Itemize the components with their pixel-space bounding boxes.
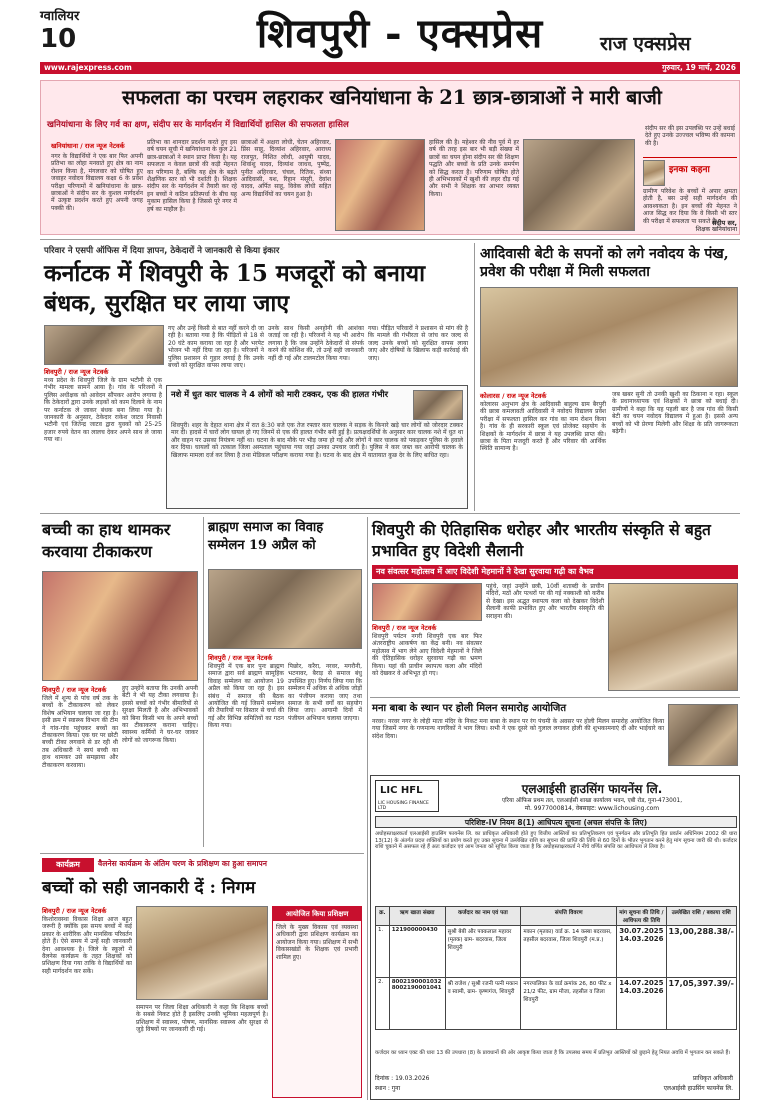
heritage-strip: नव संवत्सर महोत्सव में आए विदेशी मेहमानों ने देखा सुरवाया गढ़ी का वैभव [372,565,738,579]
quote-title: इनका कहना [669,165,710,175]
lead-body-col1: नगर के विद्यार्थियों ने एक बार फिर अपनी प्रतिभा का लोहा मनवाते हुए क्षेत्र का नाम रोशन किया है, मंगलवार को घोषित हुए जवाहर नवोदय विद्यालय कक्षा 6 के प्रवेश परीक्षा परिणामों में खनियांधाना के छात्र-छात्राओं ने संदीप सर के कुशल मार्गदर्शन में उत्कृष्ट प्रदर्शन करते हुए अपनी जगह पक्की की। [51,153,143,212]
lead-subhead: खनियांधाना के लिए गर्व का क्षण, संदीप सर के मार्गदर्शन में विद्यार्थियों हासिल की सफलता हासिल [47,120,349,130]
karyakram-body-col2: समापन पर जिला शिक्षा अधिकारी ने कहा कि शिक्षक बच्चों के सबसे निकट होते हैं इसलिए उनकी भूमिका महत्वपूर्ण है। प्रशिक्षण में स्वास्थ्य, पोषण, मानसिक स्वास्थ्य और सुरक्षा से जुड़े विषयों पर जानकारी दी गई। [136,1004,268,1034]
issue-date: गुरुवार, 19 मार्च, 2026 [662,63,736,72]
heritage-story [370,517,740,692]
lic-cell-sr: 2. [376,978,390,1030]
masthead [0,0,778,70]
lic-cell-dates [617,926,666,978]
karyakram-byline: शिवपुरी / राज न्यूज नेटवर्क [42,907,107,915]
lic-cell-amount: 13,00,288.38/- [666,926,736,978]
karnataka-body-col1: मध्य प्रदेश के शिवपुरी जिले के ग्राम भटौनी से एक गंभीर मामला सामने आया है। गांव के परिजनों ने पुलिस अधीक्षक को आवेदन सौंपकर आरोप लगाया है कि ठेकेदारों द्वारा उनके लड़कों को काम दिलाने के नाम पर कर्नाटक ले जाकर बंधक बना लिया गया है। जानकारी के अनुसार, ठेकेदार राकेश जाटव निवासी भटौनी एवं जितेन्द्र जाटव द्वारा युवकों को 25-25 हजार रुपये वेतन का लालच देकर अपने साथ ले जाया गया था। [44,377,162,444]
lead-byline: खनियांधाना / राज न्यूज नेटवर्क [51,142,125,150]
karnataka-kicker: परिवार ने एसपी ऑफिस में दिया ज्ञापन, ठेकेदारों ने जानकारी से किया इंकार [44,246,280,256]
lead-body-col3: छात्राओं में अक्षरा लोधी, चेतन अहिरवार, प्रिंस साहू, दिव्यांश अहिरवार, आराध्य राजपूत, निशित लोधी, आयुषी यादव, शिवांशु यादव, दिव्यांश जाधव, पुष्पेंद्र, पुनीत अहिरवार, चंचल, रितिक, संध्या आदिवासी, यश, रिहान मंसूरी, देवांश यादव, अर्पित साहू, विवेक लोधी सहित अन्य विद्यार्थियों का चयन हुआ है। [241,139,331,198]
lic-table-header [376,907,737,926]
karnataka-photo [44,325,164,365]
lic-table-wrap [375,906,737,1046]
karyakram-photo [136,906,268,1000]
baba-story [370,697,740,769]
karyakram-story [40,853,364,1100]
lic-col-property: संपत्ति विवरण [521,907,617,926]
tika-byline: शिवपुरी / राज न्यूज नेटवर्क [42,686,107,694]
lic-intro: अधोहस्ताक्षरकर्ता एलआईसी हाउसिंग फायनेंस लि. का प्राधिकृत अधिकारी होते हुए वित्तीय आस्तियों का प्रतिभूतिकरण एवं पुनर्गठन और प्रतिभूति हित प्रवर्तन अधिनियम 2002 की धारा 13(12) के अंतर्गत प्रदत्त शक्तियों का प्रयोग करते हुए उक्त सूचना में उल्लेखित राशि का सूचना की प्राप्ति की तिथि से 60 दिनों के भीतर भुगतान करने हेतु मांग सूचना जारी की थी। कर्जदार राशि चुकाने में असफल रहे हैं अतः कर्जदार एवं आम जनता को सूचित किया जाता है कि अधोहस्ताक्षरकर्ता ने नीचे वर्णित संपत्ति का आधिपत्य ले लिया है। [375,831,737,850]
lic-sign-place [375,1084,400,1092]
karnataka-body-col4: गया। पीड़ित परिवारों ने प्रशासन से मांग की है कि मामले की गंभीरता से जांच कर जल्द से जल्द उनके बच्चों को सुरक्षित वापस लाया जाए और दोषियों के खिलाफ कड़ी कार्रवाई की जाए। [368,325,468,362]
table-row [376,926,737,978]
lic-cell-dates [617,978,666,1030]
lic-logo-text: LIC HFL [380,785,423,796]
brahman-body-col2: पिछोर, करैरा, नरवर, मगरौनी, भटनावर, बैराड़ से समाज बंधु उपस्थित हुए। निर्णय लिया गया कि सम्मेलन में अधिक से अधिक जोड़ों का पंजीयन कराया जाए तथा समाज के सभी वर्गों का सहयोग लिया जाए। आगामी दिनों में पंजीयन अभियान चलाया जाएगा। [288,663,362,722]
divider [40,513,740,514]
karnataka-body-col2: गए और उन्हें किसी से बात नहीं करने दी जा रही है। बताया गया है कि पीड़ितों से 18 से 20 घंटे काम कराया जा रहा है और भरपेट भोजन भी नहीं दिया जा रहा है। परिजनों ने पुलिस प्रशासन से गुहार लगाई है कि उनके बच्चों को सुरक्षित वापस लाया जाए। [168,325,264,370]
training-box-body: जिले के मुख्य विकास एवं व्यवस्था अधिकारी द्वारा प्रशिक्षण कार्यक्रम का आयोजन किया गया। प्रशिक्षण में सभी विकासखंडों के शिक्षक एवं प्रभारी शामिल हुए। [276,924,358,961]
training-box [272,906,362,1098]
brahman-photo [208,569,362,649]
tika-photo [42,571,198,681]
lead-group-photo [335,139,425,231]
tika-headline: बच्ची का हाथ थामकर करवाया टीकाकरण [42,520,171,561]
lic-date-value: 19.03.2026 [395,1075,430,1082]
karyakram-body-col1: किशोरावस्था विकास शिक्षा आज बहुत जरूरी है क्योंकि इस समय बच्चों में कई प्रकार के शारीरिक और मानसिक परिवर्तन होते हैं। ऐसे समय में उन्हें सही जानकारी देना आवश्यक है। जिले के स्कूलों में वैलनेस कार्यक्रम के तहत शिक्षकों को प्रशिक्षण दिया गया ताकि वे विद्यार्थियों का सही मार्गदर्शन कर सकें। [42,916,132,975]
baba-body: नरवर। नरवर नगर के लोही माता मंदिर के निकट मना बाबा के स्थान पर रंग पंचमी के अवसर पर होली मिलन समारोह आयोजित किया गया जिसमें नगर के गणमान्य नागरिकों ने भाग लिया। सभी ने एक दूसरे को गुलाल लगाकर होली की शुभकामनाएं दीं और भाईचारे का संदेश दिया। [372,718,664,740]
divider [367,517,368,1100]
tika-body-col1: जिले में शून्य से पांच वर्ष तक के बच्चों के टीकाकरण को लेकर विशेष अभियान चलाया जा रहा है। इसी क्रम में स्वास्थ्य विभाग की टीम ने गांव-गांव पहुंचकर बच्चों का टीकाकरण किया। एक घर पर छोटी बच्ची टीका लगवाने से डर रही थी तब अधिकारी ने स्वयं बच्ची का हाथ थामकर उसे समझाया और टीकाकरण करवाया। [42,695,118,769]
lic-cell-account: 121900000430 [389,926,445,978]
lic-table [375,906,737,1030]
lic-footer-text: कर्जदार का ध्यान एक्ट की धारा 13 की उपधारा (8) के प्रावधानों की ओर आकृष्ट किया जाता है कि उपलब्ध समय में प्रतिभूत आस्तियों को छुड़ाने हेतु नियत अवधि में भुगतान कर सकते हैं। [375,1050,731,1056]
lic-cell-borrower: श्री राजेश / सुश्री रजनी पत्नी मकान व स्वामी, ग्राम- कृष्णगंज, शिवपुरी [445,978,521,1030]
city-label: ग्वालियर [40,9,80,24]
lic-cell-property: नगरपालिका के वार्ड क्रमांक 26, 80 फीट x 21/2 फीट, ग्राम मौजा, तहसील व जिला शिवपुरी [521,978,617,1030]
quote-avatar [643,160,665,186]
lic-contact: मो. 9977000814, वेबसाइट: www.lichousing.com [524,805,660,812]
lic-address: एरिया ऑफिस प्रथम तल, एलआईसी शाखा कार्यालय भवन, एबी रोड, गुना-473001, [501,798,683,804]
lic-notice-title: परिशिष्ट-IV नियम 8(1) आधिपत्य सूचना (अचल संपत्ति के लिए) [375,816,737,828]
lic-col-dates: मांग सूचना की तिथि / आधिपत्य की तिथि [617,907,666,926]
training-box-title: आयोजित किया प्रशिक्षण [273,907,361,921]
lic-company: एलआईसी हाउसिंग फायनेंस लि. [521,782,663,796]
lead-story [40,80,740,235]
accident-box [166,385,468,509]
lead-body-col2: प्रतिभा का शानदार प्रदर्शन करते हुए इस वर्ष चयन सूची में खनियांधाना के कुल 21 छात्र-छात्राओं ने स्थान प्राप्त किया है। यह सफलता न केवल छात्रों की कड़ी मेहनत का परिणाम है, बल्कि यह क्षेत्र के बढ़ते शैक्षणिक स्तर को भी दर्शाती है। शिक्षक संदीप सर के मार्गदर्शन में तैयारी कर रहे इन बच्चों ने कठिन प्रतिस्पर्धा के बीच यह मुकाम हासिल किया है जिससे पूरे नगर में हर्ष का माहौल है। [147,139,237,213]
lic-cell-sr: 1. [376,926,390,978]
navodaya-byline: कोलारस / राज न्यूज नेटवर्क [480,392,547,400]
accident-title: नशे में धुत कार चालक ने 4 लोगों को मारी टक्कर, एक की हालत गंभीर [171,389,389,399]
karyakram-headline: बच्चों को सही जानकारी दें : निगम [42,878,256,898]
tika-story [40,517,200,847]
paper-title: शिवपुरी - एक्सप्रेस [256,10,544,57]
lic-sign-date [375,1074,429,1082]
lic-place-label: स्थान : [375,1085,390,1092]
accident-photo [413,390,463,420]
lic-col-borrower: कर्जदार का नाम एवं पता [445,907,521,926]
baba-photo [668,704,738,766]
karyakram-kicker: वैलनेस कार्यक्रम के अंतिम चरण के प्रशिक्षण का हुआ समापन [98,859,267,868]
page-number: 10 [40,24,77,54]
lic-cell-possession-date: 14.03.2026 [619,935,664,943]
heritage-headline: शिवपुरी की ऐतिहासिक धरोहर और भारतीय संस्कृति से बहुत प्रभावित हुए विदेशी सैलानी [372,520,711,560]
navodaya-photo [480,287,738,387]
quote-role: शिक्षक खनियांधाना [695,226,737,233]
table-row [376,978,737,1030]
karnataka-body-col3: उनके साथ किसी अनहोनी की आशंका जताई जा रही है। परिजनों ने यह भी आरोप लगाया है कि जब उन्होंने ठेकेदारों से संपर्क करने की कोशिश की, तो उन्हें सही जानकारी नहीं दी गई और टालमटोल किया गया। [268,325,364,362]
brahman-byline: शिवपुरी / राज न्यूज नेटवर्क [208,654,273,662]
brahman-headline: ब्राह्मण समाज का विवाह सम्मेलन 19 अप्रैल को [208,520,324,553]
karnataka-byline: शिवपुरी / राज न्यूज नेटवर्क [44,368,109,376]
tika-body-col2: हुए उन्होंने बताया कि उनकी अपनी बेटी ने भी यह टीका लगवाया है। इससे बच्चों को गंभीर बीमारियों से सुरक्षा मिलती है और अभिभावकों को बिना किसी भय के अपने बच्चों का टीकाकरण कराना चाहिए। स्वास्थ्य कर्मियों ने घर-घर जाकर लोगों को जागरूक किया। [122,685,198,744]
lead-side-text: संदीप सर की इस उपलब्धि पर उन्हें बधाई देते हुए उनके उज्ज्वल भविष्य की कामना की है। [645,125,735,147]
lic-cell-possession-date: 14.03.2026 [619,987,664,995]
lic-col-account: ऋण खाता संख्या [389,907,445,926]
lic-cell-account: 8002190001032 8002190001041 [389,978,445,1030]
navodaya-body-col1: कोलारस अनुभाग क्षेत्र के आदिवासी बाहुल्य ग्राम बैरपुरी की छात्रा कमलावती आदिवासी ने नवोदय विद्यालय प्रवेश परीक्षा में सफलता हासिल कर गांव का नाम रोशन किया है। गांव के ही सरकारी स्कूल एवं प्रोजेक्ट सहयोग के शिक्षकों के मार्गदर्शन में छात्रा ने यह उपलब्धि प्राप्त की। छात्रा के पिता मजदूरी करते हैं और परिवार की आर्थिक स्थिति सामान्य है। [480,401,606,453]
heritage-photo-left [372,583,482,621]
brahman-body-col1: शिवपुरी में एक बार पुनः ब्राह्मण समाज द्वारा सर्व ब्राह्मण सामूहिक विवाह सम्मेलन का आयोजन 19 अप्रैल को किया जा रहा है। इस संबंध में समाज की बैठक आयोजित की गई जिसमें सम्मेलन की तैयारियों पर विस्तार से चर्चा की गई और विभिन्न समितियों का गठन किया गया। [208,663,284,730]
divider [474,243,475,511]
lead-quote-box [643,157,737,231]
karnataka-story [40,243,472,511]
lead-body-col4: हासिल की है। महेश्वर की नीव पूर्व में हर वर्ष की तरह इस बार भी बड़ी संख्या में छात्रों का चयन होना संदीप सर की शिक्षण पद्धति और बच्चों के प्रति उनके समर्पण को सिद्ध करता है। परिणाम घोषित होते ही अभिभावकों में खुशी की लहर दौड़ गई और सभी ने शिक्षक का आभार व्यक्त किया। [429,139,519,198]
lic-sign-company: एलआईसी हाउसिंग फायनेंस लि. [663,1085,733,1092]
quote-name: संदीप सर, [711,219,737,227]
heritage-photo-right [608,583,738,691]
lead-classroom-photo [523,139,635,231]
divider [203,517,204,847]
masthead-strip [40,62,740,74]
heritage-byline: शिवपुरी / राज न्यूज नेटवर्क [372,624,437,632]
navodaya-headline: आदिवासी बेटी के सपनों को लगे नवोदय के पंख, प्रवेश की परीक्षा में मिली सफलता [480,246,729,280]
lic-cell-property: मकान (मृतका) वार्ड क्र. 14 कस्बा बदरवास, तहसील बदरवास, जिला शिवपुरी (म.प्र.) [521,926,617,978]
lic-cell-demand-date: 14.07.2025 [619,979,664,987]
lic-place-value: गुना [391,1085,401,1092]
divider [40,239,740,240]
navodaya-body-col2: जब खबर सुनी तो उनकी खुशी का ठिकाना न रहा। स्कूल के प्रधानाध्यापक एवं शिक्षकों ने छात्रा को बधाई दी। ग्रामीणों ने कहा कि यह पहली बार है जब गांव की किसी बेटी का चयन नवोदय विद्यालय में हुआ है। इससे अन्य बच्चों को भी प्रेरणा मिलेगी और शिक्षा के प्रति जागरूकता बढ़ेगी। [612,391,738,436]
quote-text: ग्रामीण परिवेश के बच्चों में अपार क्षमता होती है, बस उन्हें सही मार्गदर्शन की आवश्यकता है। इन बच्चों की मेहनत ने आज सिद्ध कर दिया कि वे किसी भी स्तर की परीक्षा में सफलता पा सकते हैं। [643,188,737,225]
lic-sign-role: प्राधिकृत अधिकारी [692,1075,733,1082]
navodaya-story [478,243,740,511]
heritage-body-col1: शिवपुरी पर्यटन नगरी शिवपुरी एक बार फिर अंतरराष्ट्रीय आकर्षण का केंद्र बनी। नव संवत्सर महोत्सव में भाग लेने आए विदेशी मेहमानों ने जिले की ऐतिहासिक धरोहर सुरवाया गढ़ी का भ्रमण किया। यहां की प्राचीन स्थापत्य कला और मंदिरों को देखकर वे अभिभूत हो गए। [372,633,482,678]
karnataka-headline: कर्नाटक में शिवपुरी के 15 मजदूरों को बनाया बंधक, सुरक्षित घर लाया जाए [44,260,426,317]
heritage-body-col2: पहुंचे, जहां उन्होंने छत्री, 10वीं शताब्दी के प्राचीन मंदिरों, मठों और पत्थरों पर की गई नक्काशी को करीब से देखा। इस अद्भुत स्थापत्य कला को देखकर विदेशी सैलानी काफी प्रभावित हुए और भारतीय संस्कृति की सराहना की। [486,583,604,620]
lic-cell-demand-date: 30.07.2025 [619,927,664,935]
lic-col-sr: क्र. [376,907,390,926]
accident-body: शिवपुरी। शहर के देहात थाना क्षेत्र में रात 8:30 बजे एक तेज रफ्तार कार चालक ने सड़क के किनारे खड़े चार लोगों को जोरदार टक्कर मार दी। हादसे में चारों लोग घायल हो गए जिनमें से एक की हालत गंभीर बनी हुई है। प्रत्यक्षदर्शियों के अनुसार कार चालक नशे में धुत था और वाहन पर उसका नियंत्रण नहीं था। घटना के बाद मौके पर भीड़ जमा हो गई और लोगों ने कार चालक को पकड़कर पुलिस के हवाले कर दिया। घायलों को तत्काल जिला अस्पताल पहुंचाया गया जहां उनका उपचार जारी है। पुलिस ने कार जब्त कर आरोपी चालक के खिलाफ मामला दर्ज कर लिया है तथा मेडिकल परीक्षण कराया गया है। घटना के बाद क्षेत्र में यातायात कुछ देर के लिए बाधित रहा। [171,422,463,459]
lic-col-amount: उल्लेखित राशि / बकाया राशि [666,907,736,926]
brand-name: राज एक्सप्रेस [600,33,691,55]
lead-headline: सफलता का परचम लहराकर खनियांधाना के 21 छात्र-छात्राओं ने मारी बाजी [122,86,662,109]
lic-logo [375,780,439,812]
lic-cell-amount: 17,05,397.39/- [666,978,736,1030]
lic-notice [370,775,740,1100]
lic-cell-borrower: सुश्री बेबी और पक्कलाल महावर (मृतक) ग्राम- बदरवास, जिला शिवपुरी [445,926,521,978]
karyakram-tag: कार्यक्रम [42,858,94,872]
baba-headline: मना बाबा के स्थान पर होली मिलन समारोह आयोजित [372,703,567,714]
brahman-story [206,517,364,847]
website-link[interactable]: www.rajexpress.com [44,63,132,72]
lic-logo-sub: LIC HOUSING FINANCE LTD [378,801,429,811]
lic-date-label: दिनांक : [375,1075,394,1082]
